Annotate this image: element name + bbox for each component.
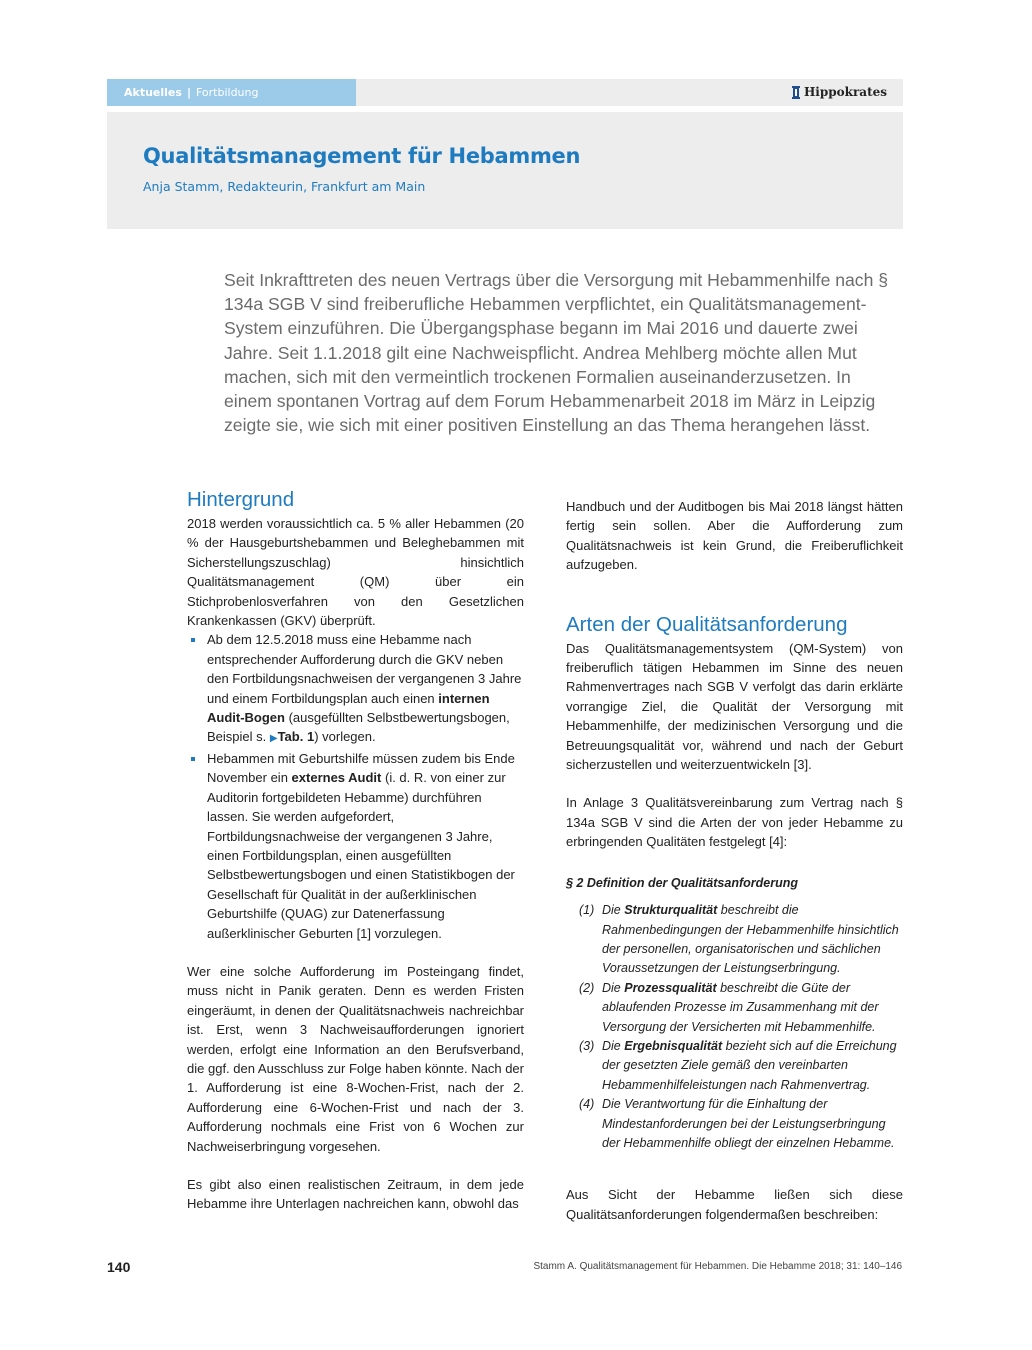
right-column xyxy=(566,497,903,1224)
item-text: Die xyxy=(602,980,625,995)
heading-hintergrund: Hintergrund xyxy=(187,488,295,511)
article-author: Anja Stamm, Redakteurin, Frankfurt am Main xyxy=(143,179,426,194)
section-label: Aktuelles xyxy=(124,86,182,99)
subsection-label: Fortbildung xyxy=(195,86,259,99)
article-title: Qualitätsmanagement für Hebammen xyxy=(143,144,581,168)
publisher-brand xyxy=(791,79,887,106)
left-column xyxy=(187,486,524,1214)
item-number: (3) xyxy=(579,1038,595,1053)
definition-list xyxy=(566,901,903,1153)
item-number: (4) xyxy=(579,1097,595,1112)
item-number: (2) xyxy=(579,980,595,995)
citation: Stamm A. Qualitätsmanagement für Hebammen. Die Hebamme 2018; 31: 140–146 xyxy=(533,1261,902,1272)
paragraph: Es gibt also einen realistischen Zeitraum, in dem jede Hebamme ihre Unterlagen nachreichen kann, obwohl das xyxy=(187,1177,524,1212)
bullet-bold: externes Audit xyxy=(291,770,382,786)
definition-title: § 2 Definition der Qualitätsanforderung xyxy=(566,875,798,890)
bullet-text: (i. d. R. von einer zur Auditorin fortgebildeten Hebamme) durchführen lassen. Sie werden aufgefordert, Fortbildungsnachweise der vergangenen 3 Jahre, einen Fortbildungsplan, einen ausgefüllten Selbstbewertungsbogen und einen Statistikbogen der Gesellschaft für Qualität in der außerklinischen Geburtshilfe (QUAG) zur Datenerfassung außerklinischer Geburten [1] vorzulegen. xyxy=(207,770,515,941)
bullet-bold: internen Audit-Bogen xyxy=(207,690,490,726)
heading-arten: Arten der Qualitätsanforderung xyxy=(566,612,848,636)
list-item xyxy=(566,901,903,979)
item-text: Die xyxy=(602,903,625,918)
item-text: beschreibt die Rahmenbedingungen der Hebammenhilfe hinsichtlich der personellen, organisatorischen und sächlichen Voraussetzungen der Leistungserbringung. xyxy=(602,903,899,976)
table-reference-link[interactable]: Tab. 1 xyxy=(277,729,315,745)
item-bold: Ergebnisqualität xyxy=(624,1038,723,1053)
reference-arrow-icon: ▶ xyxy=(269,733,278,745)
paragraph: In Anlage 3 Qualitätsvereinbarung zum Vertrag nach § 134a SGB V sind die Arten der von jeder Hebamme zu erbringenden Qualitäten festgelegt [4]: xyxy=(566,795,903,850)
section-separator: | xyxy=(186,86,191,99)
list-item xyxy=(187,630,524,748)
item-bold: Strukturqualität xyxy=(624,903,718,918)
paragraph: Wer eine solche Aufforderung im Posteingang findet, muss nicht in Panik geraten. Denn es werden Fristen eingeräumt, in denen der Qualitätsnachweis nachreichbar ist. Erst, wenn 3 Nachweisaufforderungen ignoriert werden, erfolgt eine Information an den Berufsverband, die ggf. den Ausschluss zur Folge haben könnte. Nach der 1. Aufforderung ist eine 8-Wochen-Frist, nach der 2. Aufforderung eine 6-Wochen-Frist und nach der 3. Aufforderung nochmals eine Frist von 6 Wochen zur Nachweiserbringung vorgesehen. xyxy=(187,963,524,1154)
list-item xyxy=(566,1095,903,1153)
bullet-icon xyxy=(191,757,195,761)
list-item xyxy=(187,749,524,943)
item-text: Die xyxy=(602,1038,625,1053)
list-item xyxy=(566,979,903,1037)
article-header xyxy=(107,112,903,229)
brand-name: Hippokrates xyxy=(803,85,887,99)
bullet-list xyxy=(187,630,524,943)
bullet-text: Ab dem 12.5.2018 muss eine Hebamme nach entsprechender Aufforderung durch die GKV neben den Fortbildungsnachweisen der vergangenen 3 Jahre und einem Fortbildungsplan auch einen xyxy=(207,632,522,706)
item-text: bezieht sich auf die Erreichung der gesetzten Ziele gemäß den vereinbarten Hebammenhilfeleistungen nach Rahmenvertrag. xyxy=(602,1038,897,1092)
item-number: (1) xyxy=(579,903,595,918)
page-number: 140 xyxy=(107,1259,131,1275)
section-tab xyxy=(107,79,356,106)
item-text: beschreibt die Güte der ablaufenden Prozesse im Zusammenhang mit der Versorgung der Versicherten mit Hebammenhilfe. xyxy=(602,980,879,1034)
bullet-text: ) vorlegen. xyxy=(314,729,376,745)
section-bar xyxy=(107,79,903,106)
paragraph: Handbuch und der Auditbogen bis Mai 2018 längst hätten fertig sein sollen. Aber die Aufforderung zum Qualitätsnachweis ist kein Grund, die Freiberuflichkeit aufzugeben. xyxy=(566,499,903,573)
bullet-icon xyxy=(191,638,195,642)
hippokrates-logo-icon xyxy=(791,86,801,99)
bullet-text: Hebammen mit Geburtshilfe müssen zudem bis Ende November ein xyxy=(207,750,515,786)
paragraph: Das Qualitätsmanagementsystem (QM-System) von freiberuflich tätigen Hebammen im Sinne des neuen Rahmenvertrages nach SGB V verfolgt das darin erklärte vorrangige Ziel, die Qualität der Versorgung mit Hebammenhilfe, der medizinischen Versorgung und die Betreuungsqualität vor, während und nach der Geburt sicherzustellen und weiterzuentwickeln [3]. xyxy=(566,640,903,773)
article-abstract: Seit Inkrafttreten des neuen Vertrags über die Versorgung mit Hebammenhilfe nach § 134a SGB V sind freiberufliche Hebammen verpflichtet, ein Qualitätsmanagement-System einzuführen. Die Übergangsphase begann im Mai 2016 und dauerte zwei Jahre. Seit 1.1.2018 gilt eine Nachweispflicht. Andrea Mehlberg möchte allen Mut machen, sich mit den vermeintlich trockenen Formalien auseinanderzusetzen. In einem spontanen Vortrag auf dem Forum Hebammenarbeit 2018 im März in Leipzig zeigte sie, wie sich mit einer positiven Einstellung an das Thema herangehen lässt. xyxy=(224,270,889,436)
item-text: Die Verantwortung für die Einhaltung der Mindestanforderungen bei der Leistungserbringung der Hebammenhilfe obliegt der einzelnen Hebamme. xyxy=(602,1097,895,1150)
paragraph: Aus Sicht der Hebamme ließen sich diese Qualitätsanforderungen folgendermaßen beschreiben: xyxy=(566,1187,903,1222)
bullet-text: (ausgefüllten Selbstbewertungsbogen, Beispiel s. xyxy=(207,710,510,745)
paragraph: 2018 werden voraussichtlich ca. 5 % aller Hebammen (20 % der Hausgeburtshebammen und Beleghebammen mit Sicherstellungszuschlag) hinsichtlich Qualitätsmanagement (QM) über ein Stichprobenlosverfahren von den Gesetzlichen Krankenkassen (GKV) überprüft. xyxy=(187,516,524,629)
list-item xyxy=(566,1037,903,1095)
item-bold: Prozessqualität xyxy=(624,980,717,995)
